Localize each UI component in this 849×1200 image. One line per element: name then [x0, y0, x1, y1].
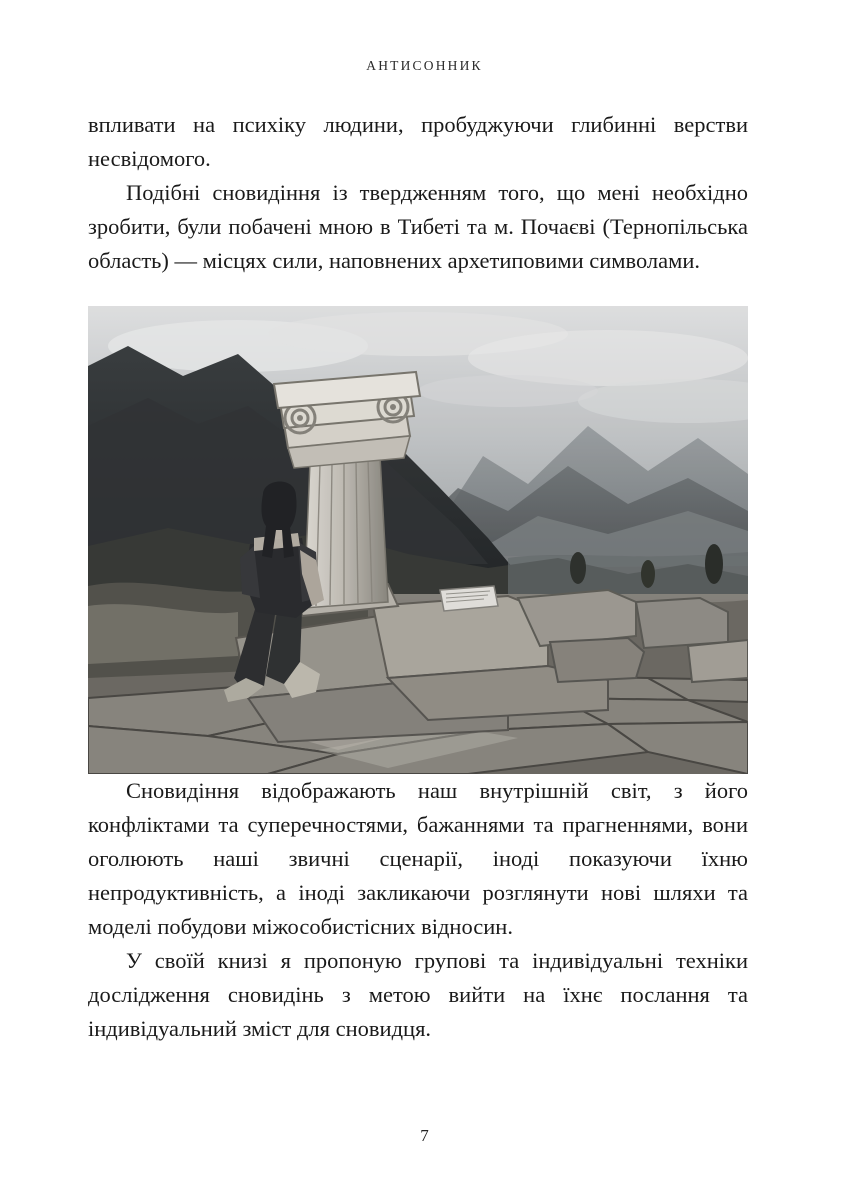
- page-content: [88, 108, 748, 1046]
- paragraph-2: Подібні сновидіння із твердженням того, що мені необхідно зробити, були побачені мною в Тибеті та м. Почаєві (Тернопільська область) — місцях сили, наповнених архетиповими символами.: [88, 180, 748, 273]
- paragraph-4: У своїй книзі я пропоную групові та індивідуальні техніки дослідження сновидінь з метою вийти на їхнє послання та індивідуальний зміст для сновидця.: [88, 948, 748, 1041]
- paragraph-3: Сновидіння відображають наш внутрішній світ, з його конфліктами та суперечностями, бажаннями та прагненнями, вони оголюють наші звичні сценарії, іноді показуючи їхню непродуктивність, а іноді закликаючи розглянути нові шляхи та моделі побудови міжособистісних відносин.: [88, 778, 748, 939]
- figure-illustration: [88, 306, 748, 774]
- page-number: 7: [420, 1126, 429, 1145]
- running-head: АНТИСОННИК: [366, 58, 483, 73]
- paragraph-1: впливати на психіку людини, пробуджуючи глибинні верстви несвідомого.: [88, 112, 748, 171]
- photo-ancient-ruins-woman-seated: [88, 306, 748, 774]
